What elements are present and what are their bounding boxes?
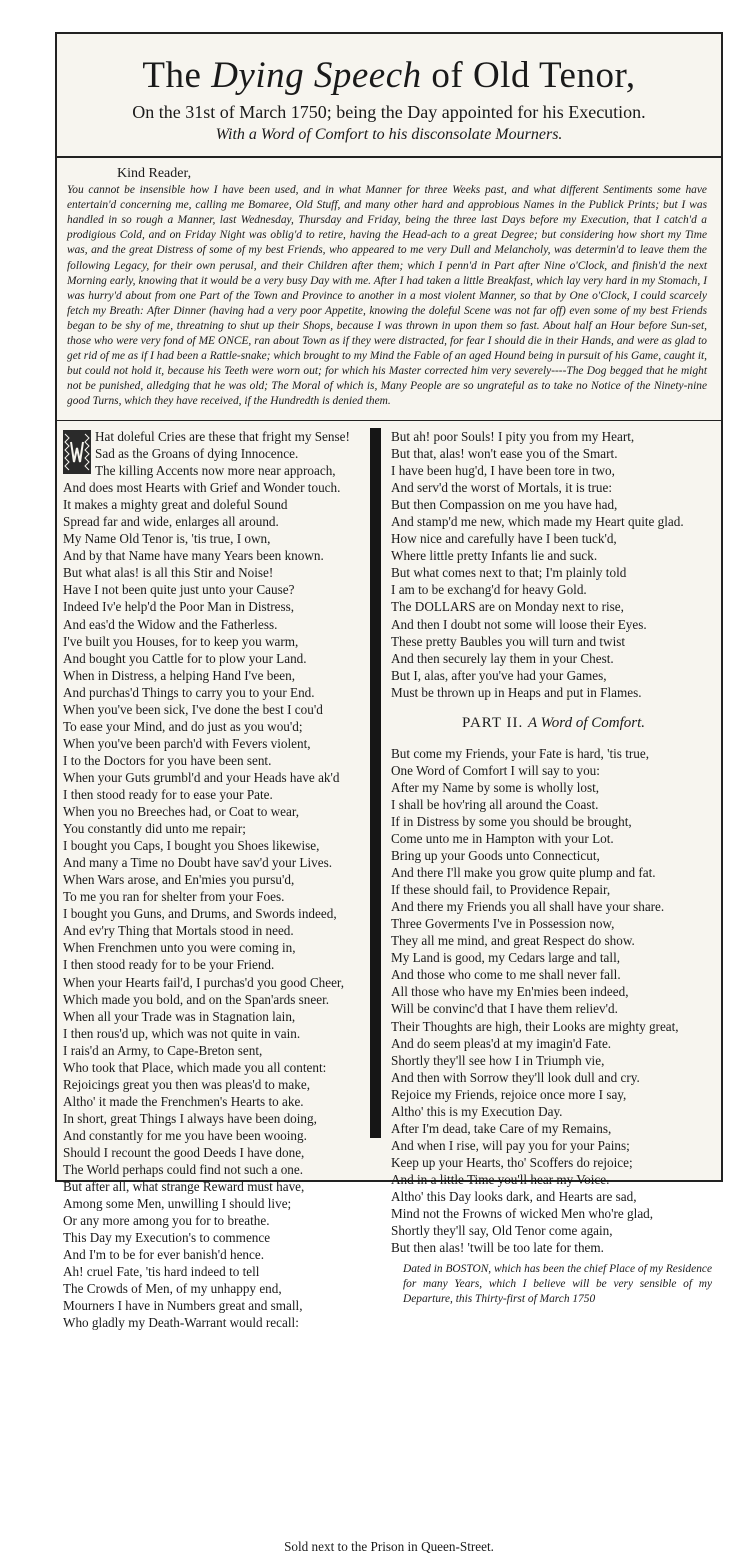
verse-line: They all me mind, and great Respect do show. [391, 933, 635, 949]
title-rule [57, 156, 721, 158]
verse-line: But then alas! 'twill be too late for them. [391, 1240, 604, 1256]
verse-line: Mourners I have in Numbers great and small, [63, 1298, 303, 1314]
verse-line: Come unto me in Hampton with your Lot. [391, 830, 614, 846]
verse-line: But that, alas! won't ease you of the Smart. [391, 446, 618, 462]
verse-line: My Name Old Tenor is, 'tis true, I own, [63, 531, 271, 547]
verse-line: But come my Friends, your Fate is hard, 'tis true, [391, 745, 650, 761]
verse-line: It makes a mighty great and doleful Sound [63, 497, 288, 513]
verse-line: I rais'd an Army, to Cape-Breton sent, [63, 1042, 263, 1058]
verse-line: Altho' this is my Execution Day. [391, 1103, 563, 1119]
verse-line: Have I not been quite just unto your Cause? [63, 582, 295, 598]
verse-line: And then I doubt not some will loose their Eyes. [391, 616, 647, 632]
verse-line: To me you ran for shelter from your Foes. [63, 889, 285, 905]
verse-line: In short, great Things I always have been doing, [63, 1110, 317, 1126]
verse-line: And constantly for me you have been wooing. [63, 1127, 307, 1143]
verse-line: All those who have my En'mies been indeed, [391, 984, 629, 1000]
verse-line: You constantly did unto me repair; [63, 821, 246, 837]
verse-line: And purchas'd Things to carry you to your End. [63, 684, 315, 700]
verse-line: When you've been sick, I've done the best I cou'd [63, 701, 323, 717]
verse-line: Altho' it made the Frenchmen's Hearts to ake. [63, 1093, 304, 1109]
title-italic: Dying Speech [211, 55, 422, 96]
verse-line: And eas'd the Widow and the Fatherless. [63, 616, 278, 632]
verse-line: Ah! cruel Fate, 'tis hard indeed to tell [63, 1264, 260, 1280]
verse-line: And serv'd the worst of Mortals, it is true: [391, 480, 613, 496]
verse-line: And does most Hearts with Grief and Wonder touch. [63, 480, 341, 496]
verse-line: Where little pretty Infants lie and suck. [391, 548, 598, 564]
verse-line: Indeed Iv'e help'd the Poor Man in Distress, [63, 599, 295, 615]
left-column [63, 428, 363, 1331]
verse-line: I to the Doctors for you have been sent. [63, 752, 272, 768]
verse-line: Keep up your Hearts, tho' Scoffers do rejoice; [391, 1154, 633, 1170]
part2-heading [391, 711, 716, 735]
verse-line: Among some Men, unwilling I should live; [63, 1196, 292, 1212]
verse-line: Who took that Place, which made you all content: [63, 1059, 327, 1075]
spacer [391, 701, 716, 711]
verse-line: Mind not the Frowns of wicked Men who're glad, [391, 1206, 654, 1222]
verse-line: But I, alas, after you've had your Games, [391, 667, 607, 683]
verse-line: Must be thrown up in Heaps and put in Flames. [391, 684, 642, 700]
verse-line: Rejoicings great you then was pleas'd to make, [63, 1076, 311, 1092]
verse-line: When all your Trade was in Stagnation lain, [63, 1008, 296, 1024]
verse-line: And those who come to me shall never fall. [391, 967, 621, 983]
verse-columns [57, 428, 721, 1554]
verse-line: After I'm dead, take Care of my Remains, [391, 1120, 612, 1136]
verse-line: But what comes next to that; I'm plainly told [391, 565, 627, 581]
verse-line: This Day my Execution's to commence [63, 1230, 271, 1246]
verse-line: I bought you Guns, and Drums, and Swords indeed, [63, 906, 337, 922]
salutation: Kind Reader, [117, 166, 192, 181]
verse-line: Should I recount the good Deeds I have done, [63, 1144, 305, 1160]
verse-line: I have been hug'd, I have been tore in two, [391, 463, 615, 479]
verse-line: Bring up your Goods unto Connecticut, [391, 848, 600, 864]
verse-line: And I'm to be for ever banish'd hence. [63, 1247, 265, 1263]
verse-line: I then stood ready for to ease your Pate. [63, 786, 273, 802]
verse-line: How nice and carefully have I been tuck'd, [391, 531, 617, 547]
right-column [391, 428, 716, 1307]
verse-line: My Land is good, my Cedars large and tall, [391, 950, 621, 966]
verse-line: When your Guts grumbl'd and your Heads have ak'd [63, 769, 340, 785]
verse-line: But then Compassion on me you have had, [391, 497, 618, 513]
verse-line: After my Name by some is wholly lost, [391, 779, 600, 795]
verse-line: The killing Accents now more near approach, [95, 463, 336, 479]
verse-line: Spread far and wide, enlarges all around. [63, 514, 279, 530]
verse-line: And then securely lay them in your Chest. [391, 650, 614, 666]
verse-line: Who gladly my Death-Warrant would recall: [63, 1315, 299, 1331]
verse-line: And there I'll make you grow quite plump and fat. [391, 865, 656, 881]
footer-imprint: Sold next to the Prison in Queen-Street. [284, 1539, 494, 1554]
verse-line: Hat doleful Cries are these that fright my Sense! [95, 429, 350, 444]
column-divider [370, 428, 381, 1138]
verse-line: The World perhaps could find not such a one. [63, 1162, 304, 1178]
verse-line: Shortly they'll say, Old Tenor come again, [391, 1223, 613, 1239]
verse-line: Which made you bold, and on the Span'ards sneer. [63, 991, 330, 1007]
spacer [391, 735, 716, 745]
verse-line: But ah! poor Souls! I pity you from my Heart, [391, 429, 635, 444]
verse-line: And in a little Time you'll hear my Voice. [391, 1171, 610, 1187]
verse-line: One Word of Comfort I will say to you: [391, 762, 600, 778]
part2-title: PART II. [461, 714, 524, 731]
verse-line: And many a Time no Doubt have sav'd your Lives. [63, 855, 333, 871]
verse-line: When you've been parch'd with Fevers violent, [63, 735, 311, 751]
verse-line: If in Distress by some you should be brought, [391, 813, 632, 829]
verse-line: But what alas! is all this Stir and Noise! [63, 565, 274, 581]
verse-line: I bought you Caps, I bought you Shoes likewise, [63, 838, 320, 854]
verse-line: I've built you Houses, for to keep you warm, [63, 633, 299, 649]
verse-line: Sad as the Groans of dying Innocence. [95, 446, 299, 462]
verse-line: And there my Friends you all shall have your share. [391, 899, 665, 915]
verse-line: I am to be exchang'd for heavy Gold. [391, 582, 587, 598]
verse-line: Altho' this Day looks dark, and Hearts are sad, [391, 1188, 637, 1204]
verse-line: These pretty Baubles you will turn and twist [391, 633, 626, 649]
verse-line: When your Hearts fail'd, I purchas'd you good Cheer, [63, 974, 345, 990]
verse-line: Three Goverments I've in Possession now, [391, 916, 615, 932]
verse-line: I then stood ready for to be your Friend. [63, 957, 275, 973]
verse-line: And then with Sorrow they'll look dull and cry. [391, 1069, 640, 1085]
verse-line: And bought you Cattle for to plow your Land. [63, 650, 307, 666]
dated-note: Dated in BOSTON, which has been the chief Place of my Residence for many Years, which I believe will be very sensible of my Departure, this Thirty-first of March 1750 [403, 1263, 712, 1306]
verse-line: But after all, what strange Reward must have, [63, 1179, 305, 1195]
prose-body: You cannot be insensible how I have been used, and in what Manner for three Weeks past, and what different Sentiments some have entertain'd concerning me, calling me Bomaree, Old Stuff, and many other hard and approbious Names in the Publick Prints; but I was handled in so rough a Manner, last Wednesday, Thursday and Friday, being the three last Days before my Execution, that I catch'd a prodigious Cold, and on Friday Night was oblig'd to retire, having the Head-ach to a great Degree; but considering how short my Time was, and the great Distress of some of my best Friends, who appeared to me very Dull and Melancholy, was determin'd to leave them the following Legacy, for their own perusal, and their Children after them; which I penn'd in Part after Nine o'Clock, and finish'd the next Morning early, knowing that it would be a very busy Day with me. After I had taken a little Breakfast, which lay very hard in my Stomach, I was hurry'd about from one Part of the Town and Province to another in a most violent Manner, so that by One o'Clock, I could scarcely fetch my Breath: After Dinner (having had a very poor Appetite, knowing the doleful Scene was not far off) even some of my best Friends began to be shy of me, threatning to shut up their Shops, because I was thrown in upon them so fast. About half an Hour before Sun-set, those who were very fond of ME ONCE, ran about Town as if they were distracted, for fear I should die in their Hands, and were as glad to get rid of me as if I had been a Rattle-snake; which brought to my Mind the Fable of an aged Hound being in pursuit of his Game, caught it, but could not hold it, because his Teeth were worn out; for which his Master corrected him very severely----The Dog begged that he might not be punished, alledging that he was old; The Moral of which is, Many People are so ungrateful as to take no Notice of the Ninety-nine good Turns, which they have received, if the Hundredth is denied them. [67, 184, 707, 408]
verse-line: And by that Name have many Years been known. [63, 548, 324, 564]
part2-subtitle: A Word of Comfort. [528, 714, 645, 731]
prose-rule [57, 420, 721, 421]
verse-line: I shall be hov'ring all around the Coast. [391, 796, 599, 812]
title-pre: The [142, 55, 202, 96]
verse-line: Will be convinc'd that I have them reliev'd. [391, 1001, 618, 1017]
subtitle-comfort: With a Word of Comfort to his disconsolate Mourners. [215, 126, 563, 143]
verse-line: And stamp'd me new, which made my Heart quite glad. [391, 514, 684, 530]
verse-line: Their Thoughts are high, their Looks are mighty great, [391, 1018, 679, 1034]
verse-line: And do seem pleas'd at my imagin'd Fate. [391, 1035, 612, 1051]
verse-line: And when I rise, will pay you for your Pains; [391, 1137, 630, 1153]
verse-line: And ev'ry Thing that Mortals stood in need. [63, 923, 294, 939]
verse-line: Or any more among you for to breathe. [63, 1213, 270, 1229]
broadside-page [55, 32, 723, 1554]
verse-line: Rejoice my Friends, rejoice once more I say, [391, 1086, 627, 1102]
verse-line: To ease your Mind, and do just as you wou'd; [63, 718, 303, 734]
title-post: of Old Tenor, [431, 55, 636, 96]
verse-line: When you no Breeches had, or Coat to wear, [63, 804, 300, 820]
verse-line: Shortly they'll see how I in Triumph vie, [391, 1052, 605, 1068]
verse-line: When Wars arose, and En'mies you pursu'd, [63, 872, 295, 888]
verse-line: The DOLLARS are on Monday next to rise, [391, 599, 624, 615]
page-title [57, 56, 721, 96]
verse-line: I then rous'd up, which was not quite in vain. [63, 1025, 301, 1041]
verse-line: The Crowds of Men, of my unhappy end, [63, 1281, 282, 1297]
subtitle: On the 31st of March 1750; being the Day appointed for his Execution. [132, 102, 646, 122]
verse-line: If these should fail, to Providence Repair, [391, 882, 611, 898]
prose-letter [57, 158, 721, 416]
verse-line: When in Distress, a helping Hand I've been, [63, 667, 295, 683]
verse-line: When Frenchmen unto you were coming in, [63, 940, 296, 956]
